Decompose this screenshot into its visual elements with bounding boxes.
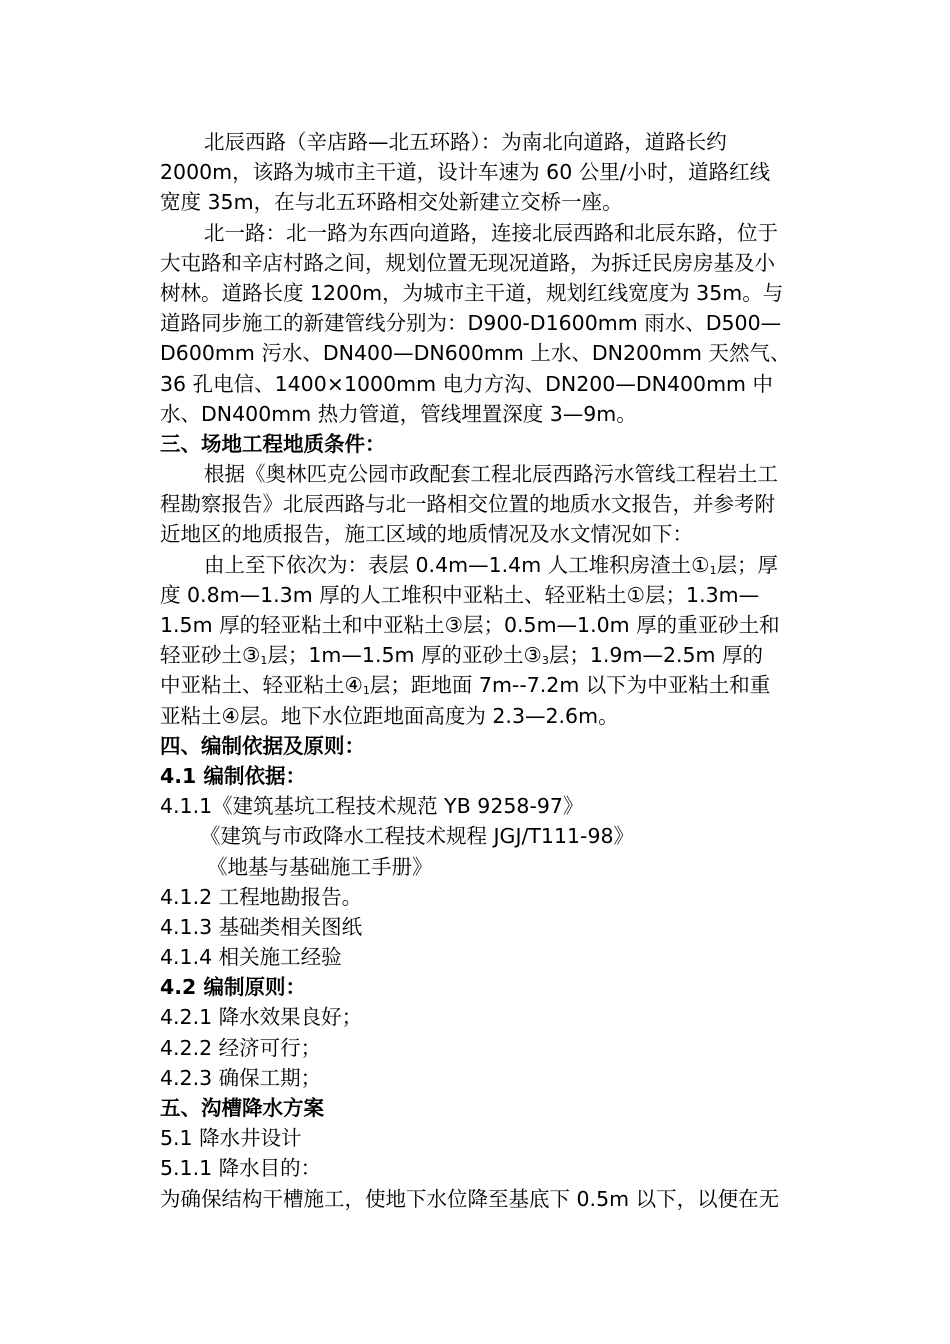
reference-item: 4.1.1《建筑基坑工程技术规范 YB 9258-97》 bbox=[160, 794, 584, 819]
paragraph-line: 轻亚砂土③1层；1m—1.5m 厚的亚砂土③3层；1.9m—2.5m 厚的 bbox=[160, 643, 764, 668]
paragraph-line: 程勘察报告》北辰西路与北一路相交位置的地质水文报告，并参考附 bbox=[160, 492, 775, 517]
paragraph-line: 树林。道路长度 1200m，为城市主干道，规划红线宽度为 35m。与 bbox=[160, 280, 784, 305]
paragraph-line: 大屯路和辛店村路之间，规划位置无现况道路，为拆迁民房房基及小 bbox=[160, 250, 775, 275]
document-body bbox=[160, 127, 840, 1214]
principle-item: 4.2.1 降水效果良好； bbox=[160, 1005, 363, 1030]
subscript: 1 bbox=[362, 684, 370, 698]
paragraph-line: 为确保结构干槽施工，使地下水位降至基底下 0.5m 以下，以便在无 bbox=[160, 1186, 780, 1211]
section-heading-4: 四、编制依据及原则： bbox=[160, 733, 365, 758]
paragraph-line: 北辰西路（辛店路—北五环路）：为南北向道路，道路长约 bbox=[204, 130, 727, 154]
section-heading-5: 五、沟槽降水方案 bbox=[160, 1096, 324, 1120]
paragraph-line: 2000m，该路为城市主干道，设计车速为 60 公里/小时，道路红线 bbox=[160, 160, 771, 185]
principle-item: 4.2.3 确保工期； bbox=[160, 1065, 322, 1090]
paragraph-line: 1.5m 厚的轻亚粘土和中亚粘土③层；0.5m—1.0m 厚的重亚砂土和 bbox=[160, 613, 780, 637]
paragraph-line: 近地区的地质报告，施工区域的地质情况及水文情况如下： bbox=[160, 522, 693, 547]
paragraph-line: D600mm 污水、DN400—DN600mm 上水、DN200mm 天然气、 bbox=[160, 341, 791, 366]
paragraph-line: 亚粘土④层。地下水位距地面高度为 2.3—2.6m。 bbox=[160, 703, 619, 728]
reference-item: 4.1.4 相关施工经验 bbox=[160, 945, 342, 970]
reference-item: 《地基与基础施工手册》 bbox=[207, 854, 433, 879]
subscript: 3 bbox=[541, 654, 549, 668]
paragraph-line: 根据《奥林匹克公园市政配套工程北辰西路污水管线工程岩土工 bbox=[204, 462, 778, 487]
subsection-heading-4-2: 4.2 编制原则： bbox=[160, 975, 306, 1000]
section-heading-3: 三、场地工程地质条件： bbox=[160, 431, 386, 456]
subsection-heading-4-1: 4.1 编制依据： bbox=[160, 763, 306, 788]
paragraph-line: 北一路：北一路为东西向道路，连接北辰西路和北辰东路，位于 bbox=[204, 220, 778, 245]
paragraph-line: 中亚粘土、轻亚粘土④1层；距地面 7m--7.2m 以下为中亚粘土和重 bbox=[160, 673, 771, 698]
paragraph-line: 水、DN400mm 热力管道，管线埋置深度 3—9m。 bbox=[160, 401, 637, 426]
paragraph-line: 36 孔电信、1400×1000mm 电力方沟、DN200—DN400mm 中 bbox=[160, 371, 774, 396]
reference-item: 《建筑与市政降水工程技术规程 JGJ/T111-98》 bbox=[200, 824, 635, 849]
paragraph-line: 度 0.8m—1.3m 厚的人工堆积中亚粘土、轻亚粘土①层；1.3m— bbox=[160, 582, 760, 607]
subsection-heading-5-1: 5.1 降水井设计 bbox=[160, 1126, 302, 1151]
paragraph-line: 由上至下依次为：表层 0.4m—1.4m 人工堆积房渣土①1层；厚 bbox=[204, 552, 779, 577]
paragraph-line: 道路同步施工的新建管线分别为：D900-D1600mm 雨水、D500— bbox=[160, 311, 782, 336]
subsection-heading-5-1-1: 5.1.1 降水目的： bbox=[160, 1156, 322, 1181]
reference-item: 4.1.2 工程地勘报告。 bbox=[160, 884, 363, 909]
principle-item: 4.2.2 经济可行； bbox=[160, 1035, 322, 1060]
subscript: 1 bbox=[709, 563, 717, 577]
paragraph-line: 宽度 35m，在与北五环路相交处新建立交桥一座。 bbox=[160, 190, 623, 215]
subscript: 1 bbox=[260, 654, 268, 668]
reference-item: 4.1.3 基础类相关图纸 bbox=[160, 914, 363, 939]
